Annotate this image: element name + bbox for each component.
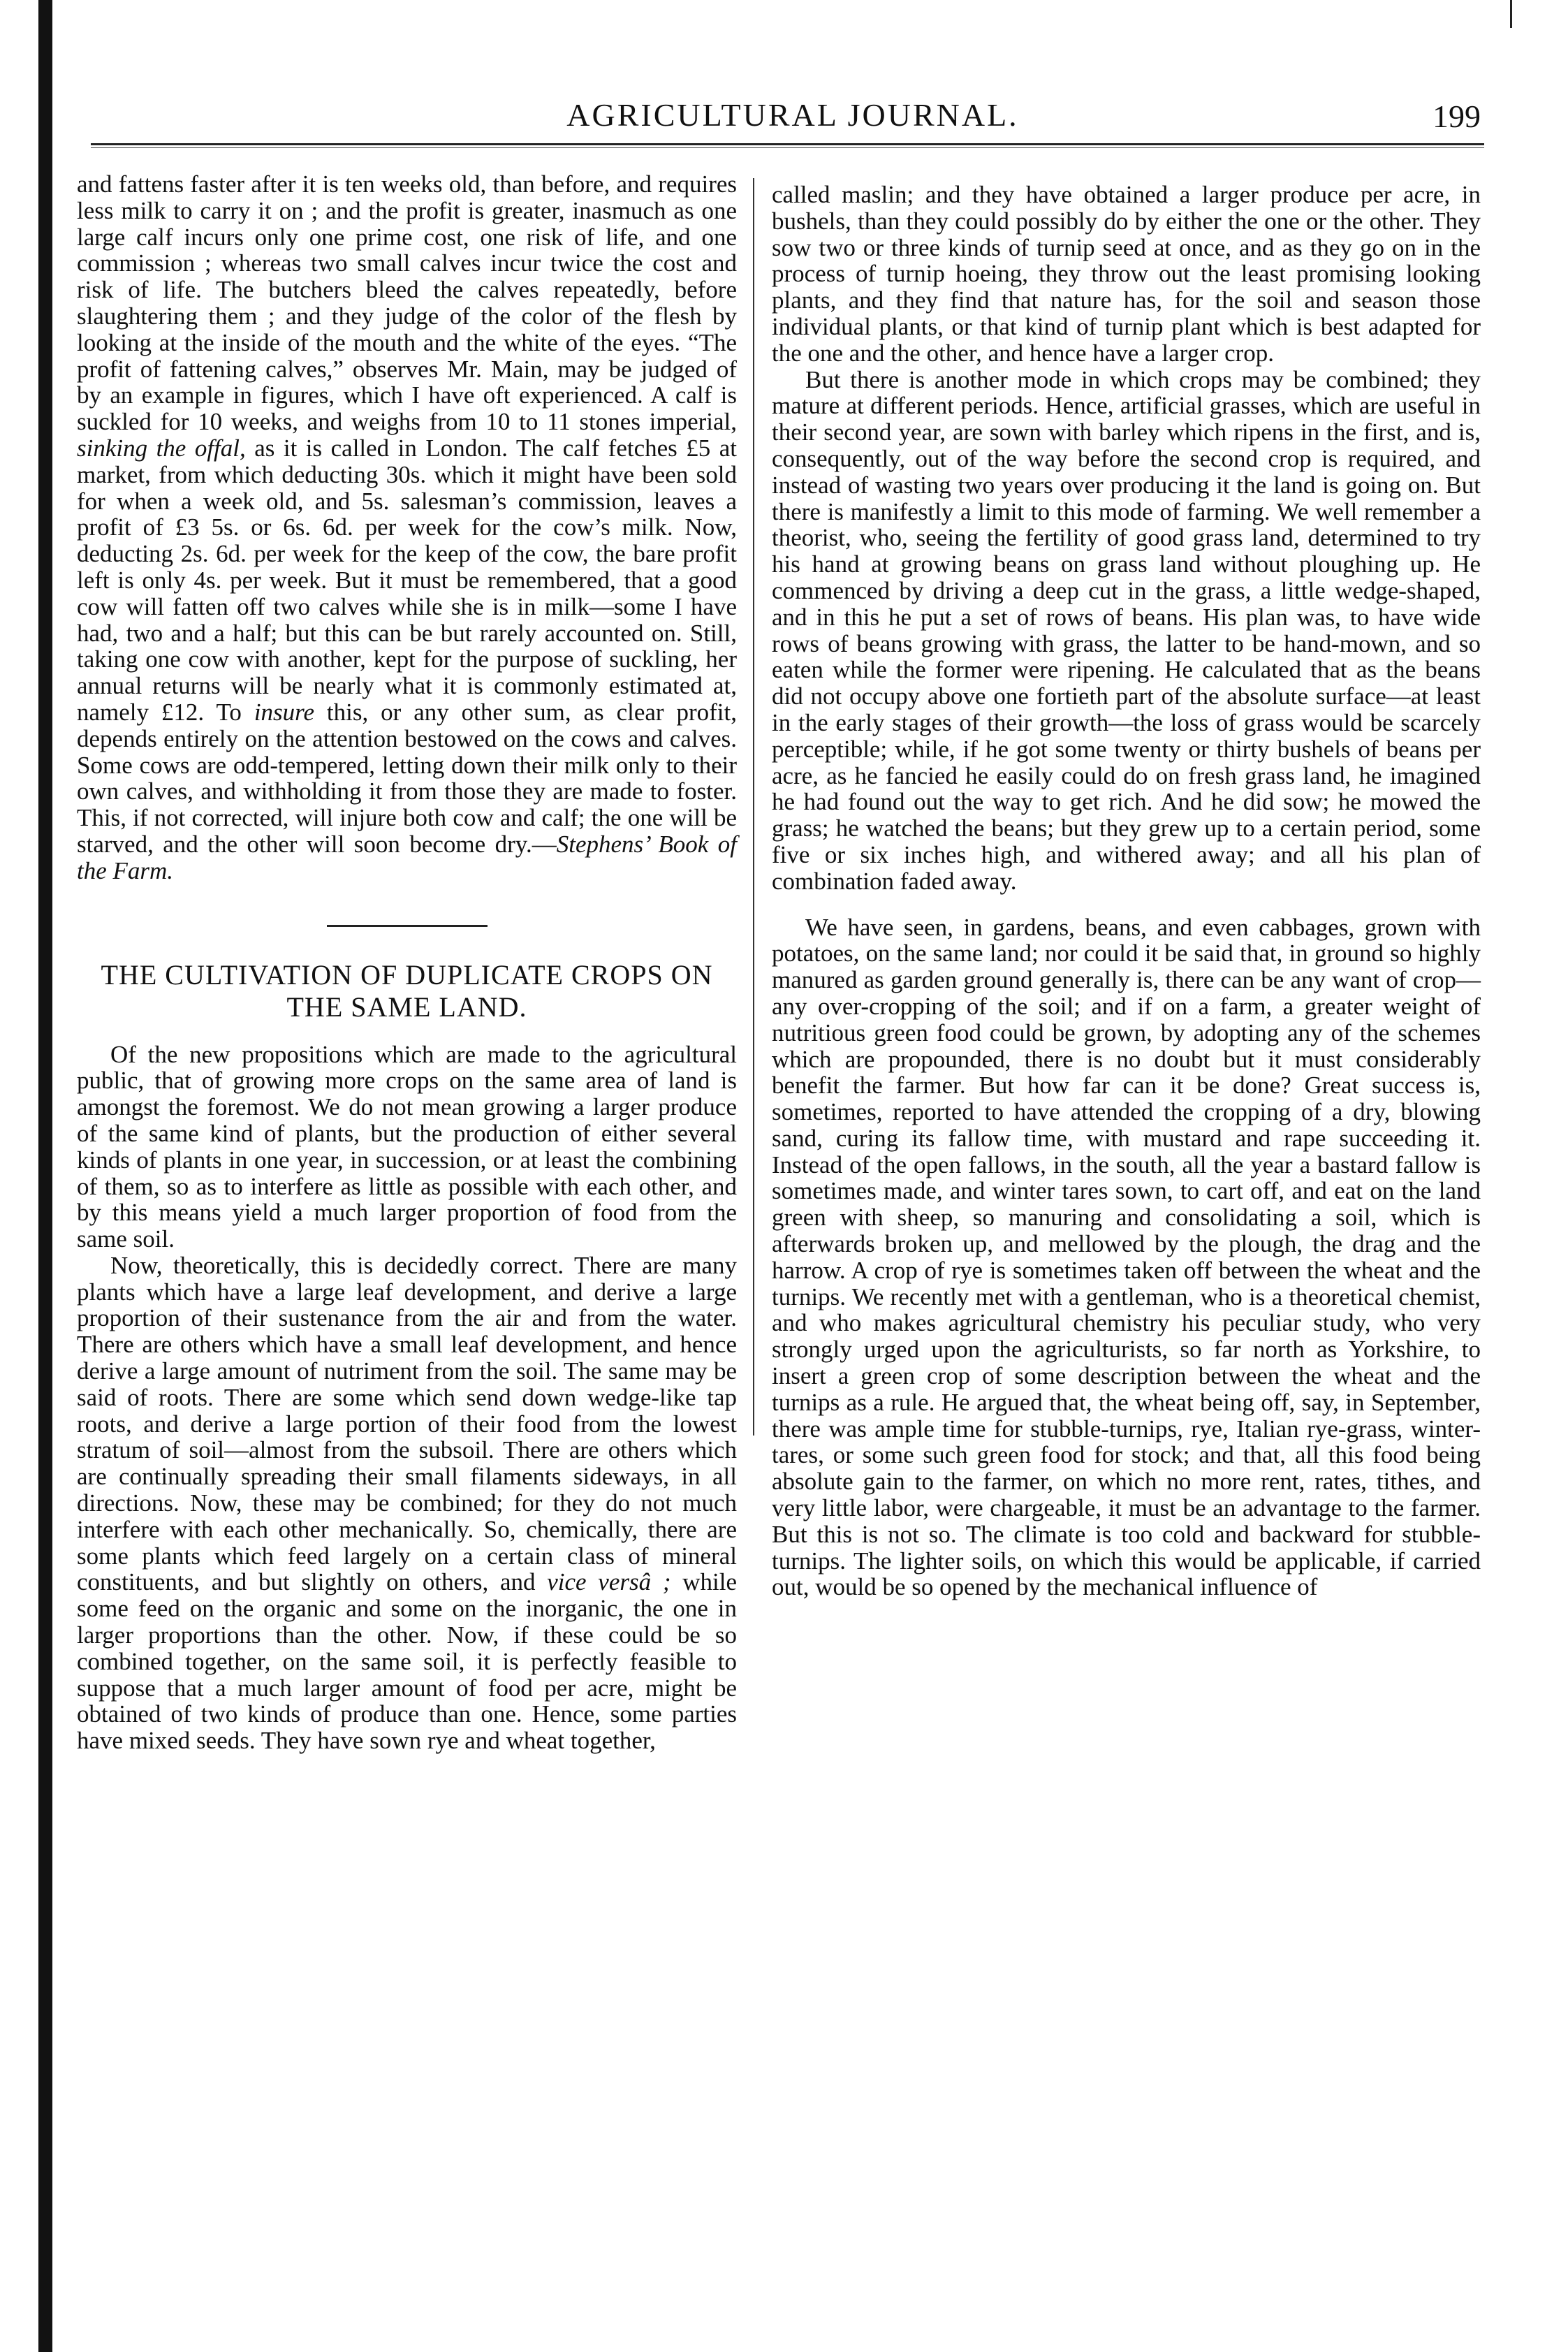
source-citation: Stephens’ Book of the Farm.	[77, 830, 738, 884]
continued-paragraph: called maslin; and they have obtained a larger produce per acre, in bushels, than they could possibly do by either the one or the other. They sow two or three kinds of turnip seed at once, and as they go on in the process of turnip hoeing, they throw out the least promising looking plants, and they find that nature has, for the soil and season those individual plants, or that kind of turnip plant which is best adapted for the one and the other, and hence have a larger crop.	[772, 181, 1481, 367]
emphasis-vice-versa: vice versâ ;	[547, 1568, 671, 1596]
right-column	[772, 182, 1481, 1600]
paragraph: We have seen, in gardens, beans, and even cabbages, grown with potatoes, on the same land; nor could it be said that, in ground so highly manured as garden ground generally is, there can be any want of crop—any over-cropping of the soil; and if on a farm, a greater weight of nutritious green food could be grown, by adopting any of the schemes which are propounded, there is no doubt but it must considerably benefit the farmer. But how far can it be done? Great success is, sometimes, reported to have attended the cropping of a dry, blowing sand, curing its fallow time, with mustard and rape succeeding it. Instead of the open fallows, in the south, all the year a bastard fallow is sometimes made, and winter tares sown, to cart off, and eat on the land green with sheep, so manuring and consolidating a soil, which is afterwards broken up, and mellowed by the plough, the drag and the harrow. A crop of rye is sometimes taken off between the wheat and the turnips. We recently met with a gentleman, who is a theoretical chemist, and who makes agricultural chemistry his peculiar study, who very strongly urged upon the agriculturists, so far north as Yorkshire, to insert a green crop of some description between the wheat and the turnips as a rule. He argued that, the wheat being off, say, in September, there was ample time for stubble-turnips, rye, Italian rye-grass, winter-tares, or some such green food for stock; and that, all this food being absolute gain to the farmer, on which no more rent, rates, tithes, and very little labor, were chargeable, it must be an advantage to the farmer. But this is not so. The climate is too cold and backward for stubble-turnips. The lighter soils, on which this would be applicable, if carried out, would be so opened by the mechanical influence of	[772, 913, 1481, 1601]
column-divider	[753, 178, 754, 1436]
continued-text-3: this, or any other sum, as clear profit, depends entirely on the attention bestowed on the cows and calves. Some cows are odd-tempered, letting down their milk only to their own calves, and withholding it from those they are made to foster. This, if not corrected, will injure both cow and calf; the one will be starved, and the other will soon become dry.—	[77, 698, 737, 858]
section-title: THE CULTIVATION OF DUPLICATE CROPS ON THE SAME LAND.	[101, 958, 713, 1023]
emphasis-insure: insure	[254, 698, 315, 726]
paragraph-text: while some feed on the organic and some on the inorganic, the one in larger proportions than the other. Now, if these could be so combined together, on the same soil, it is perfectly feasible to suppose that a much larger amount of food per acre, might be obtained of two kinds of produce than one. Hence, some parties have mixed seeds. They have sown rye and wheat together,	[77, 1568, 737, 1755]
continued-paragraph	[77, 171, 737, 884]
continued-text-2: as it is called in London. The calf fetches £5 at market, from which deducting 30s. which it might have been sold for when a week old, and 5s. salesman’s commission, leaves a profit of £3 5s. or 6s. 6d. per week for the cow’s milk. Now, deducting 2s. 6d. per week for the keep of the cow, the bare profit left is only 4s. per week. But it must be remembered, that a good cow will fatten off two calves while she is in milk—some I have had, two and a half; but this can be but rarely accounted on. Still, taking one cow with another, kept for the purpose of suckling, her annual returns will be nearly what it is commonly estimated at, namely £12. To	[77, 434, 737, 726]
paragraph: But there is another mode in which crops may be combined; they mature at different periods. Hence, artificial grasses, which are useful in their second year, are sown with barley which ripens in the first, and is, consequently, out of the way before the second crop is required, and instead of wasting two years over producing it the land is going on. But there is manifestly a limit to this mode of farming. We well remember a theorist, who, seeing the fertility of good grass land, determined to try his hand at growing beans on grass land without ploughing up. He commenced by driving a deep cut in the grass, a little wedge-shaped, and in this he put a set of rows of beans. His plan was, to have wide rows of beans growing with grass, the latter to be hand-mown, and so eaten while the former were ripening. He calculated that as the beans did not occupy above one fortieth part of the absolute surface—at least in the early stages of their growth—the loss of grass would be scarcely perceptible; while, if he got some twenty or thirty bushels of beans per acre, as he fancied he easily could do on fresh grass land, he imagined he had found out the way to get rich. And he did sow; he mowed the grass; he watched the beans; but they grew up to a certain period, some five or six inches high, and withered away; and all his plan of combination faded away.	[772, 365, 1481, 895]
left-column	[77, 171, 737, 1754]
running-head: AGRICULTURAL JOURNAL.	[566, 97, 1019, 133]
paragraph: Of the new propositions which are made to the agricultural public, that of growing more crops on the same area of land is amongst the foremost. We do not mean growing a larger produce of the same kind of plants, but the production of either several kinds of plants in one year, in succession, or at least the combining of them, so as to interfere as little as possible with each other, and by this means yield a much larger proportion of food from the same soil.	[77, 1040, 737, 1253]
section-divider	[327, 925, 488, 927]
emphasis-sinking-offal: sinking the offal,	[77, 434, 246, 462]
page-header	[91, 96, 1495, 138]
continued-text: and fattens faster after it is ten weeks old, than before, and requires less milk to carry it on ; and the profit is greater, inasmuch as one large calf incurs only one prime cost, one risk of life, and one commission ; whereas two small calves incur twice the cost and risk of life. The butchers bleed the calves repeatedly, before slaughtering them ; and they judge of the color of the flesh by looking at the inside of the mouth and the white of the eyes. “The profit of fattening calves,” observes Mr. Main, may be judged of by an example in figures, which I have oft experienced. A calf is suckled for 10 weeks, and weighs from 10 to 11 stones imperial,	[77, 170, 737, 436]
paragraph-gap	[772, 895, 1481, 914]
binding-edge	[38, 0, 52, 2352]
header-rule	[91, 143, 1484, 148]
page-number: 199	[1433, 98, 1481, 134]
corner-mark	[1510, 0, 1512, 28]
paragraph-text: Now, theoretically, this is decidedly correct. There are many plants which have a large leaf development, and derive a large proportion of their sustenance from the air and from the water. There are others which have a small leaf development, and hence derive a large amount of nutriment from the soil. The same may be said of roots. There are some which send down wedge-like tap roots, and derive a large portion of their food from the lowest stratum of soil—almost from the subsoil. There are others which are continually spreading their small filaments sideways, in all directions. Now, these may be combined; for they do not much interfere with each other mechanically. So, chemically, there are some plants which feed largely on a certain class of mineral constituents, and but slightly on others, and	[77, 1251, 737, 1596]
paragraph	[77, 1252, 737, 1754]
